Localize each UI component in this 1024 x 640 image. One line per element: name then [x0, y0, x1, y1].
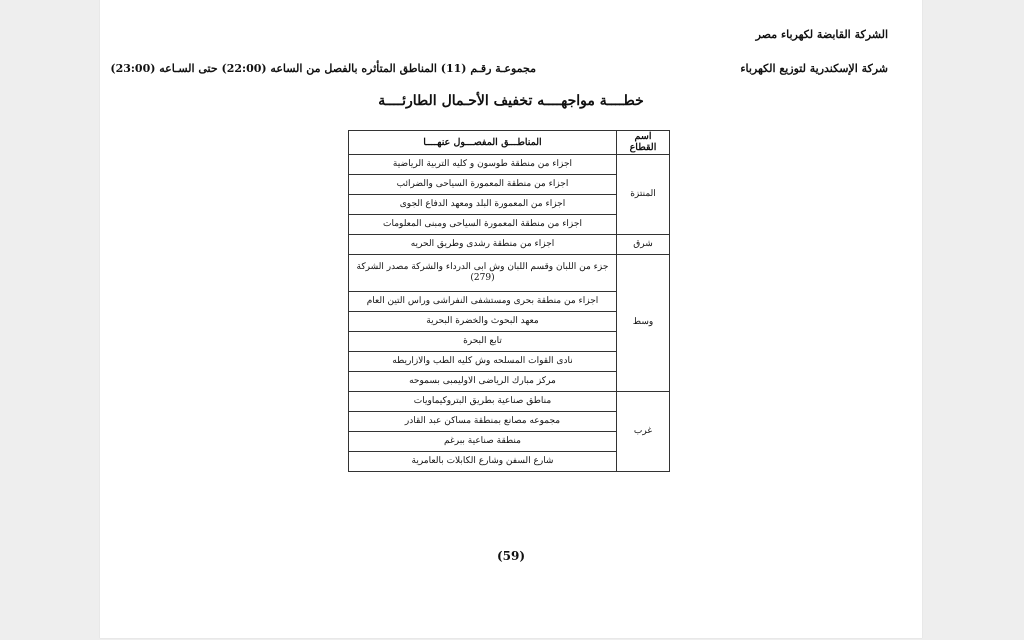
area-cell: اجزاء من منطقة طوسون و كليه التربية الرياضية [349, 154, 617, 174]
group-schedule-line: مجموعـة رقـم (11) المناطق المتأثره بالفصل من الساعه (22:00) حتى السـاعه (23:00) [110, 62, 536, 75]
sector-column-header: اسم القطاع [617, 131, 670, 155]
sector-cell: شرق [617, 234, 670, 254]
distribution-company-name: شركة الإسكندرية لتوزيع الكهرباء [740, 62, 888, 75]
sector-cell: وسط [617, 254, 670, 391]
table-row [349, 234, 670, 254]
document-page [100, 0, 922, 638]
holding-company-name: الشركة القابضة لكهرباء مصر [755, 28, 888, 41]
sector-cell: المنتزة [617, 154, 670, 234]
area-cell: منطقة صناعية ببرغم [349, 431, 617, 451]
area-cell: مركز مبارك الرياضى الاوليمبى بسموحه [349, 371, 617, 391]
sector-cell: غرب [617, 391, 670, 471]
area-cell: اجزاء من المعمورة البلد ومعهد الدفاع الجوى [349, 194, 617, 214]
table-header-row [349, 131, 670, 155]
areas-column-header: المناطـــق المفصـــول عنهــــا [349, 131, 617, 155]
area-cell: نادى القوات المسلحه وش كليه الطب والازاريطه [349, 351, 617, 371]
outage-areas-table [348, 130, 670, 472]
area-cell: تابع البحرة [349, 331, 617, 351]
table-row [349, 154, 670, 174]
area-cell: اجزاء من منطقة المعمورة السياحى ومبنى المعلومات [349, 214, 617, 234]
page-number: (59) [496, 549, 526, 563]
plan-title: خطــــة مواجهــــه تخفيف الأحـمال الطارئــــة [378, 93, 644, 109]
area-cell: مناطق صناعية بطريق البتروكيماويات [349, 391, 617, 411]
area-cell: اجزاء من منطقة المعمورة السياحى والضرائب [349, 174, 617, 194]
table-row [349, 391, 670, 411]
area-cell: مجموعه مصانع بمنطقة مساكن عبد القادر [349, 411, 617, 431]
area-cell: جزء من اللبان وقسم اللبان وش ابى الدرداء والشركة مصدر الشركة (279) [349, 254, 617, 291]
table-row [349, 254, 670, 291]
area-cell: اجزاء من منطقة رشدى وطريق الحريه [349, 234, 617, 254]
area-cell: شارع السفن وشارع الكابلات بالعامرية [349, 451, 617, 471]
table-body [349, 154, 670, 471]
area-cell: اجزاء من منطقة بحرى ومستشفى النفراشى وراس التين العام [349, 291, 617, 311]
area-cell: معهد البحوث والخضرة البحرية [349, 311, 617, 331]
